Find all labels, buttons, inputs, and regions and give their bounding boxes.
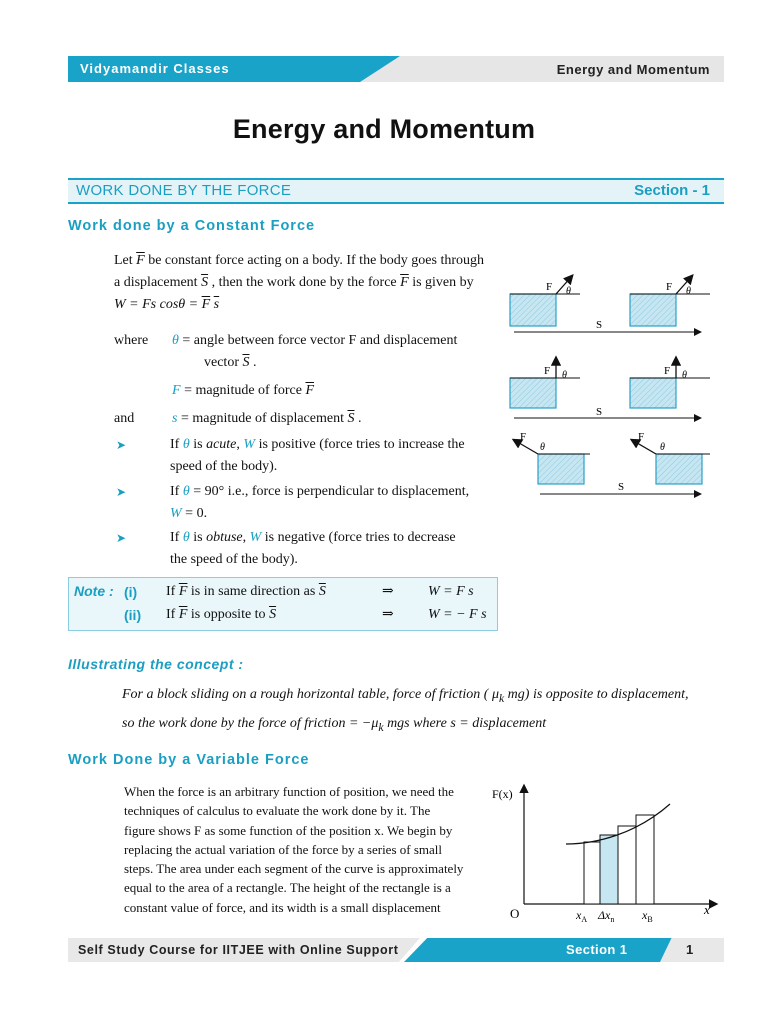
bullet-arrow-icon: ➤	[116, 485, 127, 499]
bullet-arrow-icon: ➤	[116, 438, 127, 452]
header-chapter: Energy and Momentum	[556, 62, 710, 77]
note-row-1-eq: W = F s	[428, 584, 474, 599]
force-block-diagrams	[500, 268, 720, 508]
svg-text:F: F	[664, 365, 671, 377]
section-number: Section - 1	[634, 182, 710, 199]
bullet-acute: If θ is acute, W is positive (force tries to increase the speed of the body).	[170, 437, 465, 474]
vector-line: vector $\overline{S}$ .	[204, 355, 257, 370]
illustrating-text: For a block sliding on a rough horizontal table, force of friction ( $\mu_k$ mg) is opposite to displacement, so the work done by the force of friction = $-\mu_k$ mgs where s = displacement	[122, 687, 689, 734]
note-row-2-eq: W = − F s	[428, 607, 487, 622]
xA-label: $x_A$	[576, 908, 588, 924]
graph-origin: O	[510, 906, 520, 921]
svg-text:F: F	[638, 431, 645, 443]
bullet-perpendicular: If θ = 90° i.e., force is perpendicular to displacement, W = 0.	[170, 484, 470, 521]
bullet-arrow-icon: ➤	[116, 531, 127, 545]
footer-banner-mid	[404, 938, 694, 962]
section-title: WORK DONE BY THE FORCE	[76, 182, 292, 199]
step-rect	[584, 842, 600, 904]
note-row-1: (i)	[124, 584, 138, 600]
note-label: Note :	[74, 583, 114, 599]
svg-text:θ: θ	[686, 286, 691, 297]
graph-xlabel: x	[704, 902, 710, 917]
vector-F: $\overline{F}$	[136, 253, 145, 268]
s-definition: s = magnitude of displacement $\overline{S}$ .	[172, 411, 362, 426]
svg-text:S: S	[618, 481, 625, 493]
F-definition: F = magnitude of force $\overline{F}$	[172, 383, 315, 398]
diagram-row-2	[510, 358, 710, 418]
svg-text:F: F	[544, 365, 551, 377]
step-rect	[618, 826, 636, 904]
svg-text:θ: θ	[566, 286, 571, 297]
work-formula: W = Fs $\cos\theta = \overline{F}$ $\overline{s}$	[114, 297, 220, 312]
step-rect	[636, 815, 654, 904]
diagram-row-1	[510, 276, 710, 332]
diagram-F-label: F	[546, 281, 553, 293]
svg-text:θ: θ	[540, 442, 545, 453]
theta-definition: θ = angle between force vector F and displacement	[172, 333, 458, 348]
where-label: where	[114, 333, 149, 348]
note-row-2-arrow: ⇒	[382, 607, 394, 622]
dx-label: $\Delta x_n$	[598, 908, 615, 924]
and-label: and	[114, 411, 135, 426]
header-brand: Vidyamandir Classes	[80, 61, 230, 76]
heading-variable-force: Work Done by a Variable Force	[68, 752, 310, 768]
note-row-2-text: If $\overline{F}$ is opposite to $\overline{S}$	[166, 607, 277, 622]
bullet-obtuse: If θ is obtuse, W is negative (force tries to decrease the speed of the body).	[170, 530, 456, 567]
line-1: Let $\overline{F}$ be constant force acting on a body. If the body goes through	[114, 253, 484, 268]
step-rect-highlight	[600, 835, 618, 904]
footer-course: Self Study Course for IITJEE with Online Support	[78, 943, 399, 957]
graph-ylabel: F(x)	[492, 787, 513, 801]
svg-text:F: F	[666, 281, 673, 293]
note-row-1-text: If $\overline{F}$ is in same direction as $\overline{S}$	[166, 584, 326, 599]
paragraph-constant-force	[114, 250, 484, 316]
force-position-graph	[486, 778, 722, 924]
heading-constant-force: Work done by a Constant Force	[68, 218, 316, 234]
svg-text:S: S	[596, 406, 603, 418]
page-number: 1	[686, 942, 694, 957]
svg-text:θ: θ	[682, 370, 687, 381]
page-title: Energy and Momentum	[232, 114, 536, 144]
svg-text:θ: θ	[660, 442, 665, 453]
diagram-row-3	[514, 431, 710, 494]
vector-S: $\overline{S}$	[201, 275, 209, 290]
note-row-2: (ii)	[124, 607, 142, 623]
illustrating-heading: Illustrating the concept :	[68, 656, 244, 672]
svg-text:θ: θ	[562, 370, 567, 381]
variable-force-paragraph: When the force is an arbitrary function of position, we need the techniques of calculus to evaluate the work done by it. The figure shows F as some function of the position x. We begin by replacing the actual variation of the force by a series of small steps. The area under each segment of the curve is approximately equal to the area of a rectangle. The height of the rectangle is a constant value of force, and its width is a small displacement	[124, 784, 464, 915]
xB-label: $x_B$	[642, 908, 653, 924]
line-2: a displacement $\overline{S}$ , then the work done by the force $\overline{F}$ is given by	[114, 275, 474, 290]
svg-text:F: F	[520, 431, 527, 443]
note-row-1-arrow: ⇒	[382, 584, 394, 599]
svg-text:S: S	[596, 319, 603, 331]
footer-section: Section 1	[566, 942, 628, 957]
